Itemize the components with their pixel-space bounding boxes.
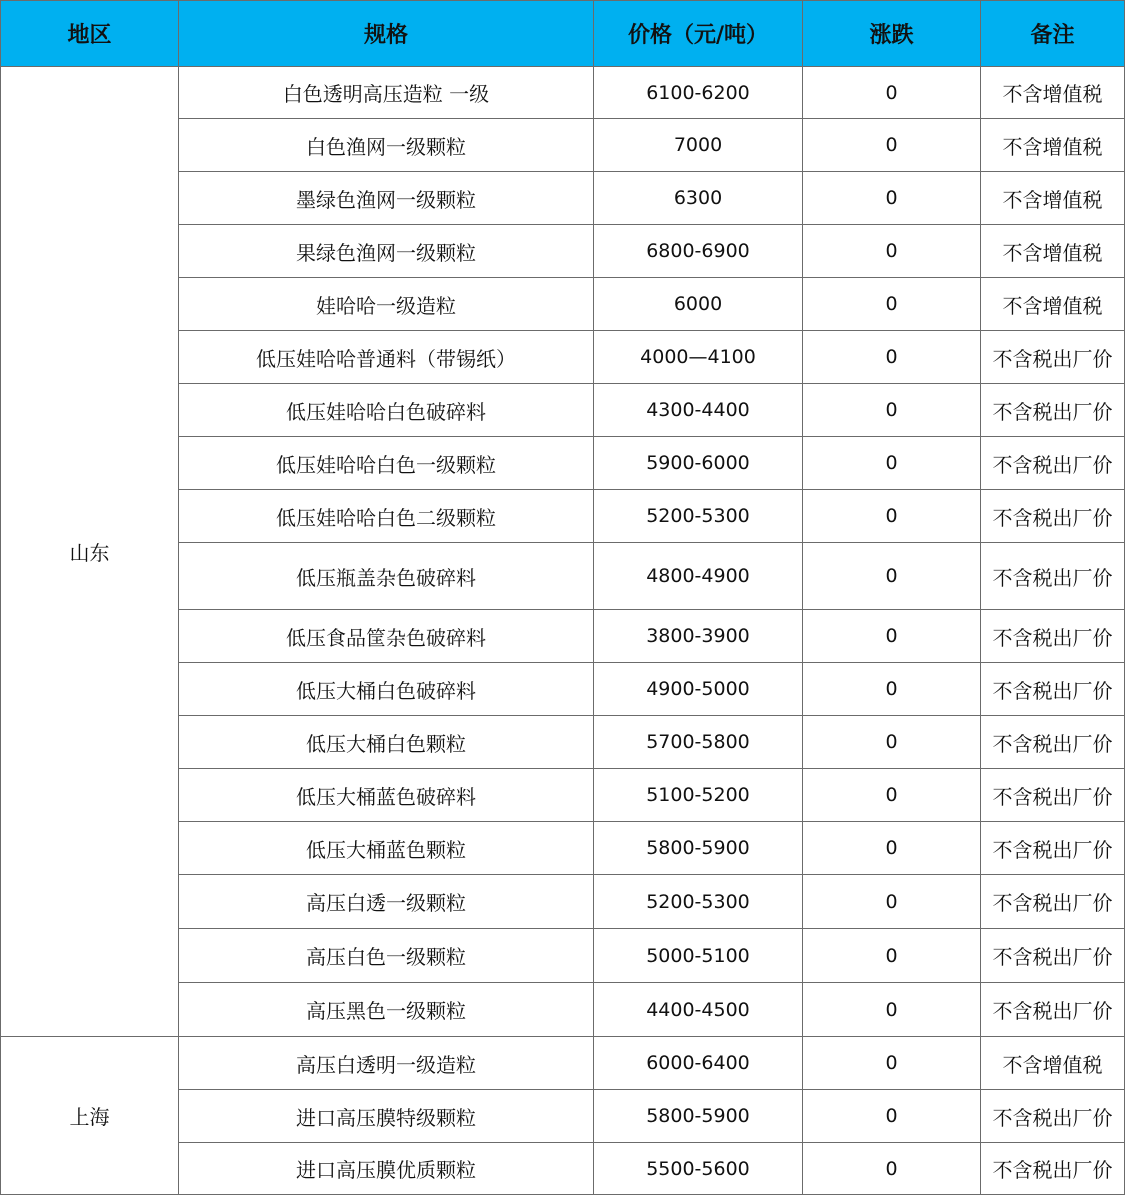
spec-cell: 低压食品筐杂色破碎料: [179, 610, 594, 663]
note-cell: 不含税出厂价: [981, 716, 1125, 769]
change-cell: 0: [803, 822, 981, 875]
note-cell: 不含增值税: [981, 225, 1125, 278]
note-cell: 不含税出厂价: [981, 490, 1125, 543]
price-cell: 5100-5200: [594, 769, 803, 822]
change-cell: 0: [803, 610, 981, 663]
price-cell: 4300-4400: [594, 384, 803, 437]
header-region: 地区: [1, 1, 179, 67]
price-cell: 7000: [594, 119, 803, 172]
change-cell: 0: [803, 278, 981, 331]
spec-cell: 白色透明高压造粒 一级: [179, 67, 594, 119]
table-row: [1, 1037, 1125, 1090]
price-cell: 6100-6200: [594, 67, 803, 119]
note-cell: 不含增值税: [981, 172, 1125, 225]
spec-cell: 低压大桶蓝色破碎料: [179, 769, 594, 822]
table-body: [1, 67, 1125, 1195]
note-cell: 不含税出厂价: [981, 875, 1125, 929]
price-cell: 6800-6900: [594, 225, 803, 278]
spec-cell: 低压大桶白色破碎料: [179, 663, 594, 716]
spec-cell: 低压娃哈哈白色二级颗粒: [179, 490, 594, 543]
price-cell: 6000: [594, 278, 803, 331]
note-cell: 不含税出厂价: [981, 1090, 1125, 1143]
price-cell: 5800-5900: [594, 1090, 803, 1143]
region-cell: 上海: [1, 1037, 179, 1195]
note-cell: 不含税出厂价: [981, 331, 1125, 384]
price-cell: 5000-5100: [594, 929, 803, 983]
spec-cell: 进口高压膜特级颗粒: [179, 1090, 594, 1143]
spec-cell: 低压娃哈哈普通料（带锡纸）: [179, 331, 594, 384]
change-cell: 0: [803, 1090, 981, 1143]
spec-cell: 墨绿色渔网一级颗粒: [179, 172, 594, 225]
change-cell: 0: [803, 384, 981, 437]
change-cell: 0: [803, 875, 981, 929]
spec-cell: 高压白透明一级造粒: [179, 1037, 594, 1090]
region-cell: 山东: [1, 67, 179, 1037]
price-cell: 4000—4100: [594, 331, 803, 384]
spec-cell: 果绿色渔网一级颗粒: [179, 225, 594, 278]
price-cell: 4400-4500: [594, 983, 803, 1037]
note-cell: 不含税出厂价: [981, 929, 1125, 983]
change-cell: 0: [803, 490, 981, 543]
spec-cell: 低压娃哈哈白色一级颗粒: [179, 437, 594, 490]
price-cell: 5200-5300: [594, 875, 803, 929]
price-cell: 6300: [594, 172, 803, 225]
table-row: [1, 67, 1125, 119]
header-change: 涨跌: [803, 1, 981, 67]
spec-cell: 低压大桶白色颗粒: [179, 716, 594, 769]
note-cell: 不含税出厂价: [981, 543, 1125, 610]
note-cell: 不含税出厂价: [981, 769, 1125, 822]
note-cell: 不含税出厂价: [981, 983, 1125, 1037]
note-cell: 不含增值税: [981, 119, 1125, 172]
change-cell: 0: [803, 331, 981, 384]
spec-cell: 高压白色一级颗粒: [179, 929, 594, 983]
header-price: 价格（元/吨）: [594, 1, 803, 67]
spec-cell: 进口高压膜优质颗粒: [179, 1143, 594, 1195]
price-cell: 4800-4900: [594, 543, 803, 610]
spec-cell: 娃哈哈一级造粒: [179, 278, 594, 331]
change-cell: 0: [803, 1037, 981, 1090]
spec-cell: 低压娃哈哈白色破碎料: [179, 384, 594, 437]
note-cell: 不含增值税: [981, 1037, 1125, 1090]
price-cell: 3800-3900: [594, 610, 803, 663]
change-cell: 0: [803, 1143, 981, 1195]
change-cell: 0: [803, 543, 981, 610]
note-cell: 不含税出厂价: [981, 384, 1125, 437]
spec-cell: 高压黑色一级颗粒: [179, 983, 594, 1037]
change-cell: 0: [803, 663, 981, 716]
header-note: 备注: [981, 1, 1125, 67]
change-cell: 0: [803, 769, 981, 822]
price-cell: 5500-5600: [594, 1143, 803, 1195]
price-cell: 6000-6400: [594, 1037, 803, 1090]
note-cell: 不含增值税: [981, 67, 1125, 119]
spec-cell: 高压白透一级颗粒: [179, 875, 594, 929]
change-cell: 0: [803, 119, 981, 172]
note-cell: 不含税出厂价: [981, 610, 1125, 663]
spec-cell: 低压瓶盖杂色破碎料: [179, 543, 594, 610]
table-header-row: [1, 1, 1125, 67]
change-cell: 0: [803, 172, 981, 225]
note-cell: 不含税出厂价: [981, 1143, 1125, 1195]
change-cell: 0: [803, 716, 981, 769]
price-cell: 4900-5000: [594, 663, 803, 716]
change-cell: 0: [803, 929, 981, 983]
note-cell: 不含增值税: [981, 278, 1125, 331]
change-cell: 0: [803, 67, 981, 119]
spec-cell: 白色渔网一级颗粒: [179, 119, 594, 172]
spec-cell: 低压大桶蓝色颗粒: [179, 822, 594, 875]
header-spec: 规格: [179, 1, 594, 67]
note-cell: 不含税出厂价: [981, 663, 1125, 716]
change-cell: 0: [803, 225, 981, 278]
price-cell: 5200-5300: [594, 490, 803, 543]
price-cell: 5800-5900: [594, 822, 803, 875]
change-cell: 0: [803, 983, 981, 1037]
note-cell: 不含税出厂价: [981, 822, 1125, 875]
price-cell: 5700-5800: [594, 716, 803, 769]
note-cell: 不含税出厂价: [981, 437, 1125, 490]
price-cell: 5900-6000: [594, 437, 803, 490]
change-cell: 0: [803, 437, 981, 490]
